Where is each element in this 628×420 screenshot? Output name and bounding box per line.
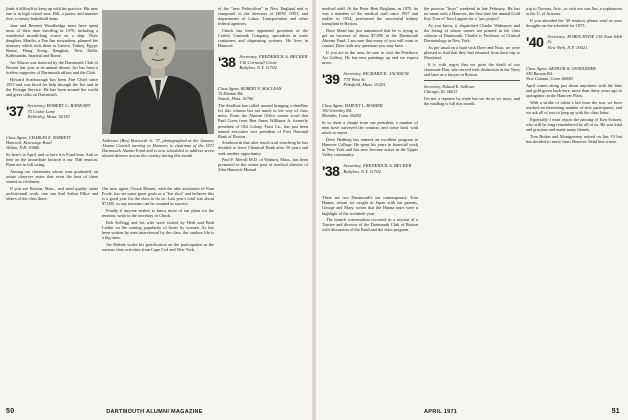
class-year-number: '40 xyxy=(526,33,544,50)
paragraph: Our new agent, Chuck Bassett, with the able assistance of Fran Poole, has set some great goals as a "hot shot" and believes this is a good year for the class to do so. Last year's total was about $7,000, so any increase can be counted as success. xyxy=(102,186,214,207)
paragraph: In so short a charge from our president, a number of men have surveyed the reunion, and come back with much to report. xyxy=(322,120,418,136)
portrait-photo xyxy=(102,10,214,134)
right-folio-number xyxy=(612,408,620,415)
right-page xyxy=(316,0,628,420)
paragraph: trip to Toronto, Ariz., to visit our son Jim, a sophomore at the U. of Arizona. xyxy=(526,6,622,17)
address-line: 775 West St. xyxy=(343,76,366,82)
address-line: Babylon, N.Y. 11702 xyxy=(343,168,381,174)
class-section-head xyxy=(526,34,622,62)
address-line: 75 Cedar Lane xyxy=(27,108,55,114)
address-line: 100 Greenley Rd. xyxy=(322,108,353,114)
issue-date: APRIL 1971 xyxy=(424,409,458,415)
paragraph: I'm not a reporter by trade but we do as we must, and the mailbag is full this month. xyxy=(424,96,520,107)
photo-caption: Anderson (Bos) Bosworth Jr. '37, photographed at the January Alumni Council meeting in Hanover, is chairman of the 1971 Dartmouth Alumni Fund and is now scheduled to address seven alumni dinners across the country during this month. xyxy=(102,138,214,159)
paragraph: If you attended the '40 reunion, please send us your thoughts on the schedule for 1975. xyxy=(526,17,622,28)
paragraph: of the "new Federalism" in New England and is composed of the directors of HEW, OEO, and departments of Labor, Transportation and other federal agencies. xyxy=(218,6,308,27)
address-line: Pittsfield, Mass. 01201 xyxy=(343,81,386,87)
address-line: Chicago, Ill. 60611 xyxy=(424,89,458,95)
section-divider xyxy=(424,80,520,81)
class-agent-line: Class Agent, ARTHUR W. OSTRANDER xyxy=(526,65,596,71)
paragraph: Howard Scarborough has been Fire Chief since 1955 and was hired for help through the fire and in the Foreign Service. He has been around the world and gives talks on Dartmouth. xyxy=(6,77,98,98)
paragraph: Art Mason was honored by the Dartmouth Club of Boston last year at its annual dinner. Art has been a tireless supporter of Dartmouth affairs and the Club. xyxy=(6,60,98,76)
secretary-line: Secretary, FREDERICK A. BECKER xyxy=(343,163,412,169)
class-year-number: '38 xyxy=(322,163,340,180)
paragraph: The branch conversation occurred in a session of a Trustee and director of the Dartmouth Club of Boston with discussion of the Fund and the class program. xyxy=(322,217,418,233)
paragraph: Southworth that after much soul searching he has decided to leave Chemical Bank after 30 years and seek another opportunity. xyxy=(218,140,308,156)
paragraph: finds it difficult to keep up with his practice. His new one is in high school now. Bill, a junior, and number five, a varsity basketball team. xyxy=(6,6,98,22)
paragraph: Paul F. Merrill M.D. of Woburn, Mass., has been promoted to the senior post of medical director of John Hancock Mutual. xyxy=(218,157,308,173)
address-line: Babylon, N.Y. 11702 xyxy=(239,64,277,70)
paragraph: As you know, it dispatched Charlie Widmayer and the listing of whose names are printed in the class column of Dartmouth. Charlie is Professor of Clinical Dermatology in New York. xyxy=(424,22,520,44)
address-line: 230 Barzan Rd. xyxy=(526,71,553,77)
paragraph: There are two Dartmouth's out contemporary. Tom Hanna, whom we caught in Japan with his parents, George and Mary, writes that the Hanna tours were a highlight of the twentieth year. xyxy=(322,195,418,216)
class-year-number: '39 xyxy=(322,71,340,88)
class-agent-line: Class Agent, CHARLES E. BARRETT xyxy=(6,135,71,141)
page-number: 51 xyxy=(611,408,620,415)
address-line: Hancock, Kearsarge Road xyxy=(6,140,52,146)
class-year-number: '38 xyxy=(218,54,236,71)
address-line: Wilton, N.H. 03086 xyxy=(6,145,40,151)
right-column-2 xyxy=(424,6,520,398)
paragraph: April comes along just about anywhere with the blue and gold green back here, more than thirty years ago to springtime on the Hanover Plain. xyxy=(526,83,622,99)
secretary-line: Secretary, ROBIN HYDE 136 East 64th St. xyxy=(547,33,622,45)
paragraph: With a stroke of talent a kid from the sun, we have reached an interesting number of new participants, and we ask all of you to keep up with the class letter. xyxy=(526,100,622,116)
magazine-name: DARTMOUTH ALUMNI MAGAZINE xyxy=(106,409,203,415)
left-page xyxy=(0,0,312,420)
class-agent-line: Class Agent, HARVEY L. BOSHER xyxy=(322,103,383,109)
class-section-head xyxy=(218,54,308,82)
paragraph: Chuck has been appointed president of the Conley Canitank Company, specialists in outer containers and dispensing systems. He lives in Hanover. xyxy=(218,27,308,49)
portrait-photo-image xyxy=(102,10,214,134)
left-column-3 xyxy=(218,6,308,398)
paragraph: If you are in the area, be sure to visit the Peterboro Art Gallery. He has new paintings up and we expect more. xyxy=(322,49,418,66)
right-column-1 xyxy=(322,6,418,398)
paragraph: Tom Boden and Montgomery retired on Jan. 15 but has decided to move from Hanover. Send him a note. xyxy=(526,133,622,144)
left-column-1 xyxy=(6,6,98,398)
right-column-3 xyxy=(526,6,622,398)
paragraph: So here's to April, and so here it is Fund time. And so here on the immediate horizon is our 35th reunion. Plans are in full swing. xyxy=(6,152,98,168)
paragraph: Finally if anyone wishes to know more of our plans for the reunion, write to the secretary or Chuck. xyxy=(102,207,214,219)
address-line: New Canaan, Conn. 06840 xyxy=(526,76,573,82)
paragraph: Art Klebek writes his gratification on the participation in the various class activities from Cape Cod and New York. xyxy=(102,241,214,252)
paragraph: It is with regret that we print the death of our classmate Dan, who served with distinction in the Navy and later as a lawyer in Boston. xyxy=(424,61,520,77)
paragraph: If you see Boston, Mass., and need quality stone architectural work, one can find Arthur Elliot and others of the class there. xyxy=(6,186,98,202)
address-line: 15 Dunton Rd. xyxy=(218,91,244,97)
paragraph: medical staff. At the Peter Bent Brigham, in 1970, he was a member of the medical staff since 1957 and earlier in 1954, performed the successful kidney transplant in Boston. xyxy=(322,6,418,27)
class-section-head xyxy=(322,71,418,99)
paragraph: Especially I must report the passing of Ken Schoen, who will be long remembered by all of us. He was kind and gracious and made many friends. xyxy=(526,117,622,133)
paragraph: The deadline has rolled around bringing a deadline for this column but not much in the way of class news. From the Alumni Office comes word that Paul Cross from Ben Ames Williams Jr. formerly president of Old Colony Trust Co., has just been named executive vice president of First National Bank of Boston. xyxy=(218,103,308,139)
address-line: 136 Cornwall Court xyxy=(239,59,277,65)
address-line: Meriden, Conn. 06450 xyxy=(322,113,361,119)
class-agent-line: Class Agent, ROBERT F. MACLEAN xyxy=(218,86,282,92)
paragraph: the postwar "boys" weekend in late February. He has no name with a Hanover, the first time the annual Gold Key Tour of Tom Lappen for a "pro project". xyxy=(424,6,520,22)
paragraph: Dave Mead has just announced that he is trying to get an increase of about $7,000 in the Dartmouth Alumni Fund. I am sure that many of you will want to contact Dave with any questions you may have. xyxy=(322,27,418,49)
right-folio-issue xyxy=(424,409,457,415)
class-year-number: '37 xyxy=(6,103,24,120)
paragraph: Among our classmates whose sons graduated, an astute observer notes that even the best of them started as freshmen. xyxy=(6,169,98,185)
paragraph: Dave Hedberg has entered an excellent program in Hanover College. He spent his years in financial work in New York and has now become active in the Upper Valley community. xyxy=(322,137,418,158)
secretary-line: Secretary, Roland E. Sullivan xyxy=(424,84,475,89)
class-section-head xyxy=(322,163,418,191)
paragraph: Bob Kellogg and his wife were visited by Herb and Beth Larkin on the coming popularity of boots by women. As has been written by men interviewed by the class, the outdoor life is a big draw. xyxy=(102,219,214,241)
secretary-line: Secretary, ROBERT C. BANKART xyxy=(27,103,91,109)
address-line: New York, N.Y. 10021 xyxy=(547,44,588,50)
paragraph: As per usual on a hunt with Dave and Nora, we were pleased to find that they had returned from their trip to Maryland. xyxy=(424,44,520,61)
left-column-2 xyxy=(102,186,214,398)
class-section-head xyxy=(6,103,98,131)
secretary-line: Secretary, RICHARD K. JACKSON xyxy=(343,71,409,77)
address-line: Natick, Mass. 01760 xyxy=(218,96,254,102)
left-folio xyxy=(6,408,203,415)
page-number: 50 xyxy=(6,408,15,415)
address-line: Wellesley, Mass. 02181 xyxy=(27,114,71,119)
paragraph: Jane and Bennett Woodbridge must have spent most of their time traveling in 1970, including a wonderful month-long cruise on a ship. Their daughter, Martha, a Pan Am stewardess, planned the itinerary which took them to Greece, Turkey, Egypt, Beirut, Hong Kong, Bangkok, New Delhi, Kathmandu, Istanbul and Rome. xyxy=(6,22,98,59)
secretary-line: Secretary, FREDERICK A. BECKER xyxy=(239,54,308,60)
